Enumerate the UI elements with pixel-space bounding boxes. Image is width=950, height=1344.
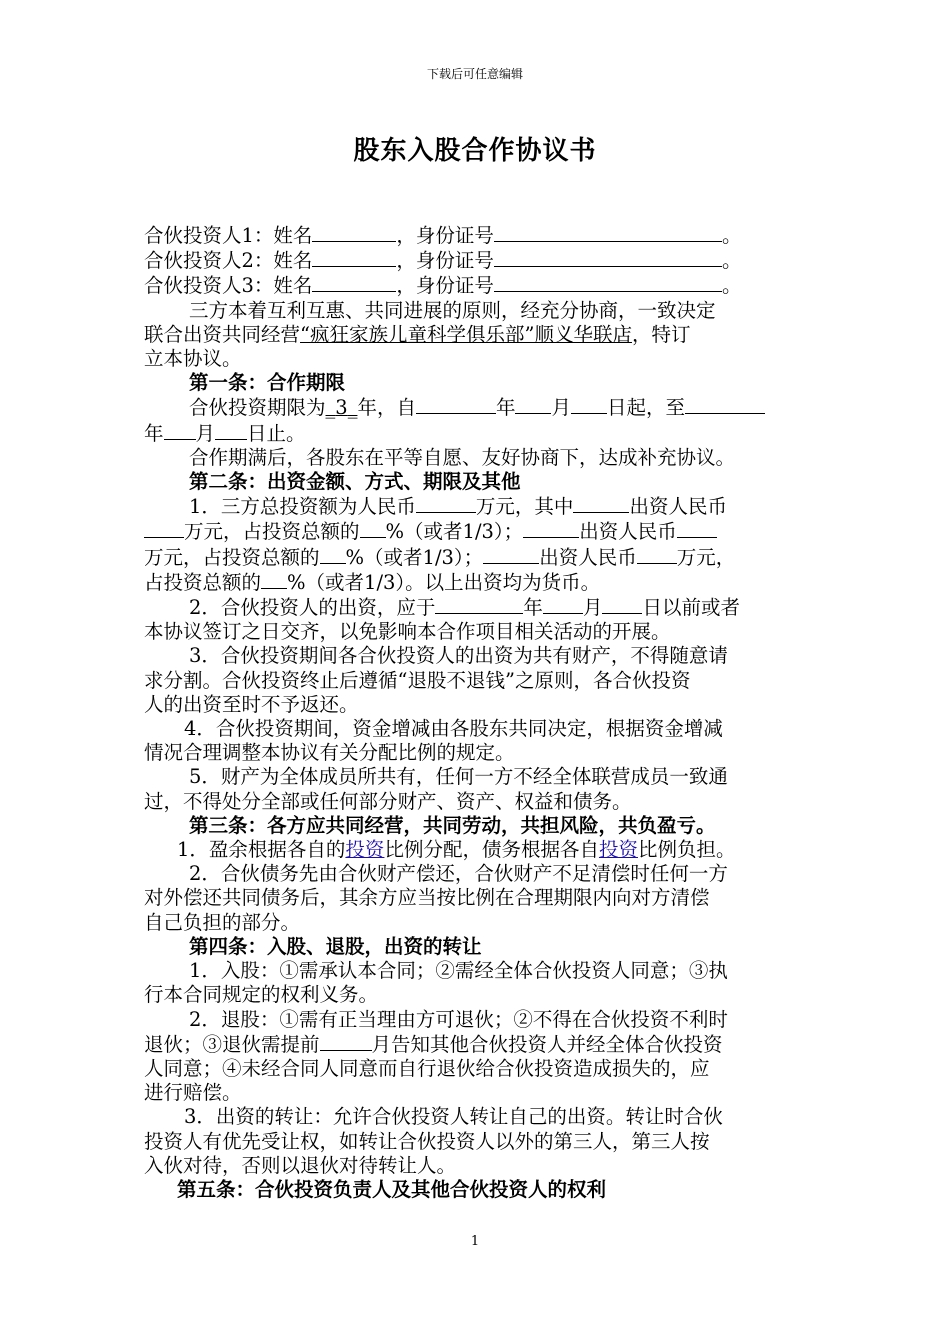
investor-line-2: 合伙投资人2：姓名 ，身份证号 。: [144, 249, 742, 273]
paragraph-line: 4．合伙投资期间，资金增减由各股东共同决定，根据资金增减: [184, 717, 723, 741]
paragraph-line: 合作期满后，各股东在平等自愿、友好协商下，达成补充协议。: [189, 445, 736, 469]
article-4-heading: 第四条：入股、退股，出资的转让: [189, 934, 482, 958]
id-blank: [494, 248, 722, 267]
paragraph-line: 1．盈余根据各自的投资比例分配，债务根据各自投资比例负担。: [177, 838, 736, 862]
name-blank: [312, 248, 396, 267]
paragraph-line: 过，不得处分全部或任何部分财产、资产、权益和债务。: [144, 789, 632, 813]
paragraph-line: 对外偿还共同债务后，其余方应当按比例在合理期限内向对方清偿: [144, 886, 710, 910]
store-name: “疯狂家族儿童科学俱乐部”顺义华联店: [300, 322, 632, 346]
paragraph-line: 入伙对待，否则以退伙对待转让人。: [144, 1153, 457, 1177]
paragraph-line: 2．合伙投资人的出资，应于 年 月 日以前或者: [189, 596, 740, 620]
paragraph-line: 万元，占投资总额的 %（或者1/3）； 出资人民币: [144, 519, 808, 544]
paragraph-line: 2．合伙债务先由合伙财产偿还，合伙财产不足清偿时任何一方: [189, 862, 728, 886]
term-years: _3_: [325, 396, 358, 420]
paragraph-line: 进行赔偿。: [144, 1081, 242, 1105]
paragraph-line: 2．退股：①需有正当理由方可退伙；②不得在合伙投资不利时: [189, 1007, 728, 1031]
document-title: 股东入股合作协议书: [353, 136, 597, 166]
paragraph-line: 3．出资的转让：允许合伙投资人转让自己的出资。转让时合伙: [184, 1105, 723, 1129]
intro-line: 联合出资共同经营“疯狂家族儿童科学俱乐部”顺义华联店，特订: [144, 322, 691, 346]
paragraph-line: 1．入股：①需承认本合同；②需经全体合伙投资人同意；③执: [189, 959, 728, 983]
paragraph-line: 情况合理调整本协议有关分配比例的规定。: [144, 741, 515, 765]
paragraph-line: 1．三方总投资额为人民币 万元，其中 出资人民币: [189, 495, 727, 519]
paragraph-line: 3．合伙投资期间各合伙投资人的出资为共有财产，不得随意请: [189, 644, 728, 668]
investment-link[interactable]: 投资: [598, 838, 638, 862]
paragraph-line: 行本合同规定的权利义务。: [144, 983, 379, 1007]
paragraph-line: 投资人有优先受让权，如转让合伙投资人以外的第三人，第三人按: [144, 1129, 710, 1153]
paragraph-line: 本协议签订之日交齐，以免影响本合作项目相关活动的开展。: [144, 620, 671, 644]
paragraph-line: 占投资总额的 %（或者1/3）。以上出资均为货币。: [144, 570, 601, 594]
name-blank: [312, 223, 396, 242]
investor-line-1: 合伙投资人1：姓名 ，身份证号 。: [144, 224, 742, 247]
intro-line: 立本协议。: [144, 347, 242, 371]
article-5-heading: 第五条：合伙投资负责人及其他合伙投资人的权利: [177, 1177, 607, 1201]
paragraph-line: 人同意；④未经合同人同意而自行退伙给合伙投资造成损失的，应: [144, 1056, 710, 1080]
paragraph-line: 退伙；③退伙需提前 月告知其他合伙投资人并经全体合伙投资: [144, 1032, 723, 1056]
article-3-heading: 第三条：各方应共同经营，共同劳动，共担风险，共负盈亏。: [189, 813, 716, 837]
paragraph-line: 合伙投资期限为_3_年，自 年 月 日起，至: [144, 395, 808, 420]
paragraph-line: 求分割。合伙投资终止后遵循“退股不退钱”之原则，各合伙投资: [144, 668, 691, 692]
id-blank: [494, 223, 722, 242]
article-2-heading: 第二条：出资金额、方式、期限及其他: [189, 470, 521, 494]
paragraph-line: 年 月 日止。: [144, 421, 306, 445]
name-blank: [312, 273, 396, 292]
paragraph-line: 自己负担的部分。: [144, 910, 301, 934]
paragraph-line: 人的出资至时不予返还。: [144, 692, 359, 716]
paragraph-line: 5．财产为全体成员所共有，任何一方不经全体联营成员一致通: [189, 765, 728, 789]
intro-line: 三方本着互利互惠、共同进展的原则，经充分协商，一致决定: [189, 298, 716, 322]
investment-link[interactable]: 投资: [345, 838, 385, 862]
id-blank: [494, 273, 722, 292]
investor-line-3: 合伙投资人3：姓名 ，身份证号 。: [144, 274, 742, 298]
document-body: [144, 223, 808, 1202]
page-number: 1: [470, 1234, 480, 1249]
page-header: 下载后可任意编辑: [426, 67, 523, 81]
paragraph-line: 万元，占投资总额的 %（或者1/3）； 出资人民币 万元，: [144, 545, 736, 569]
article-1-heading: 第一条：合作期限: [189, 371, 346, 395]
